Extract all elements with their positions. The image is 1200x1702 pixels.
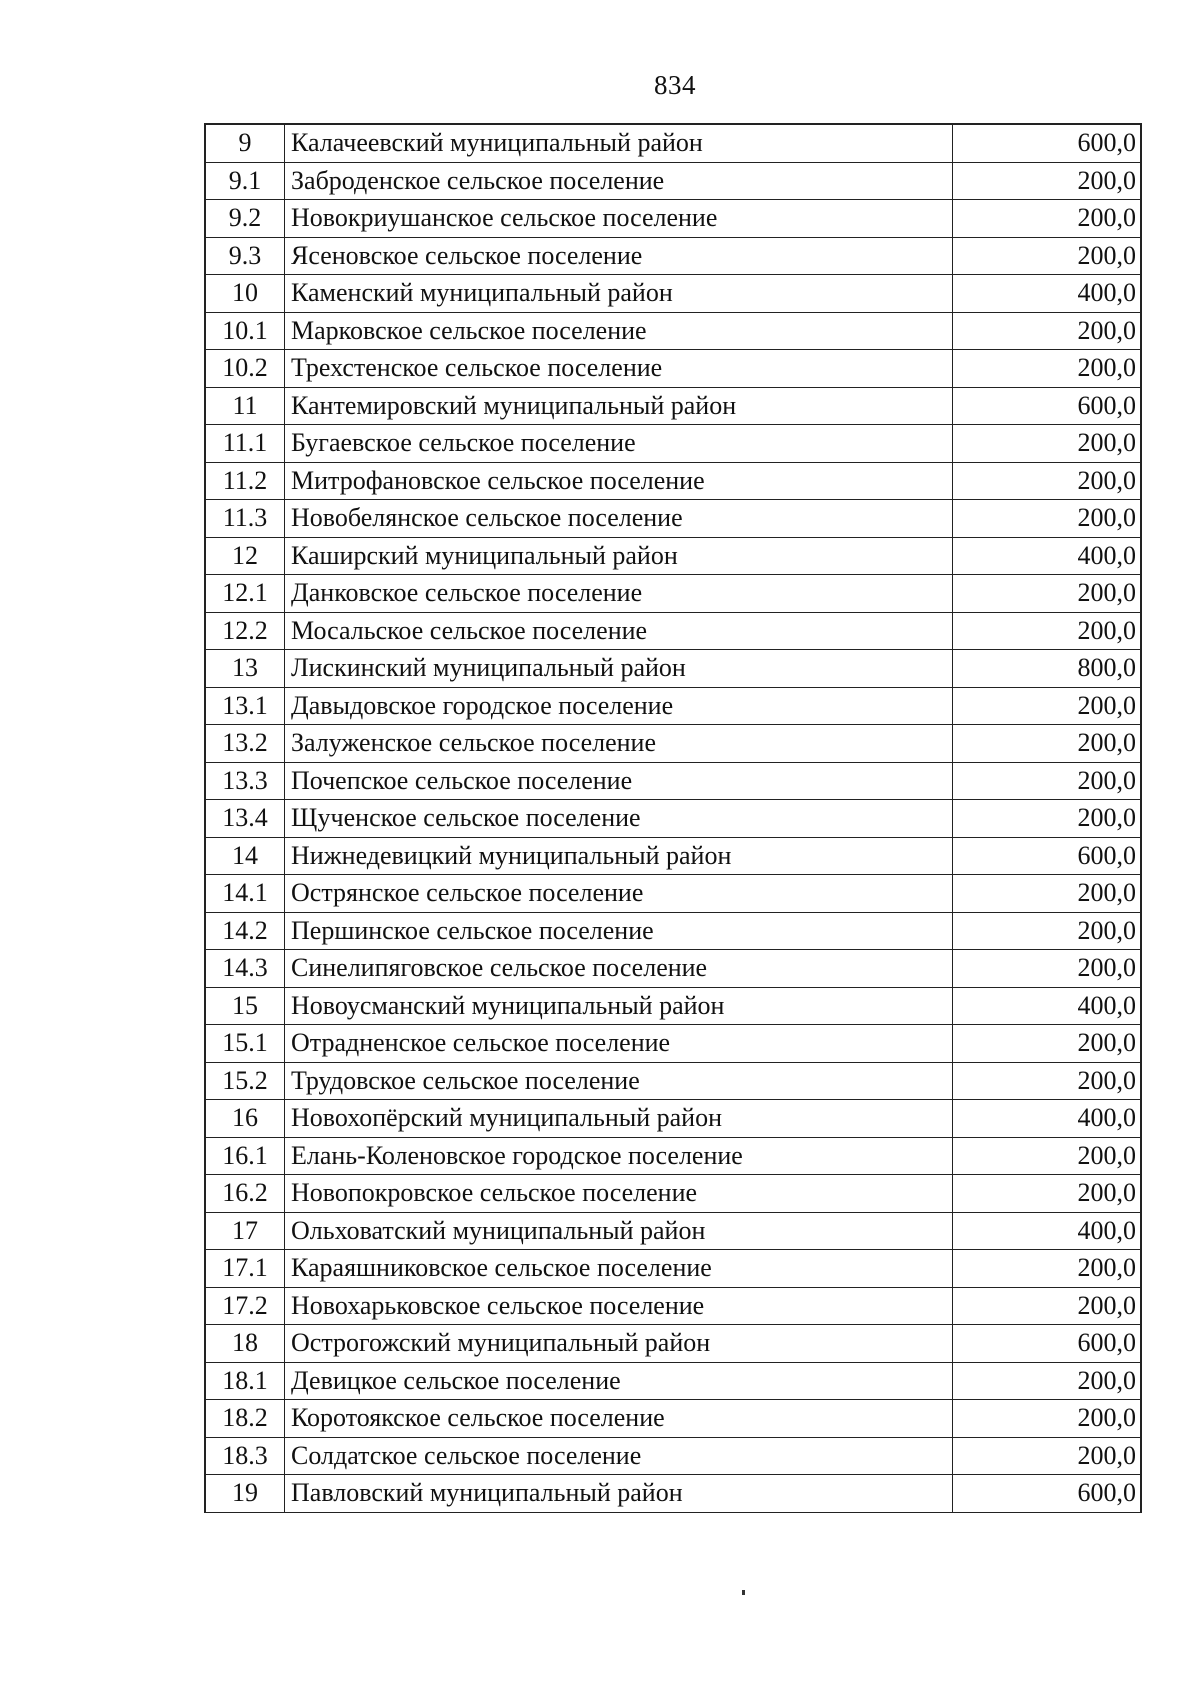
municipality-name: Щученское сельское поселение: [285, 800, 953, 837]
amount-value: 200,0: [953, 688, 1142, 725]
table-row: [206, 238, 1142, 276]
amount-value: 400,0: [953, 1213, 1142, 1250]
municipality-name: Новохарьковское сельское поселение: [285, 1288, 953, 1325]
amount-value: 400,0: [953, 988, 1142, 1025]
municipality-name: Караяшниковское сельское поселение: [285, 1250, 953, 1287]
scan-mark: [742, 1590, 745, 1595]
amount-value: 400,0: [953, 275, 1142, 312]
amount-value: 200,0: [953, 725, 1142, 762]
amount-value: 200,0: [953, 1250, 1142, 1287]
municipality-name: Новоусманский муниципальный район: [285, 988, 953, 1025]
row-number: 10.1: [206, 313, 285, 350]
amount-value: 200,0: [953, 1025, 1142, 1062]
table-row: [206, 1288, 1142, 1326]
row-number: 11.1: [206, 425, 285, 462]
table-row: [206, 463, 1142, 501]
amount-value: 200,0: [953, 1063, 1142, 1100]
row-number: 17: [206, 1213, 285, 1250]
table-row: [206, 350, 1142, 388]
table-row: [206, 200, 1142, 238]
row-number: 18: [206, 1325, 285, 1362]
amount-value: 200,0: [953, 200, 1142, 237]
row-number: 17.1: [206, 1250, 285, 1287]
amount-value: 200,0: [953, 913, 1142, 950]
row-number: 13: [206, 650, 285, 687]
row-number: 9.2: [206, 200, 285, 237]
municipality-name: Острянское сельское поселение: [285, 875, 953, 912]
table-row: [206, 500, 1142, 538]
page-number: 834: [654, 70, 696, 100]
row-number: 18.3: [206, 1438, 285, 1475]
amount-value: 400,0: [953, 1100, 1142, 1137]
row-number: 16.2: [206, 1175, 285, 1212]
row-number: 15.1: [206, 1025, 285, 1062]
row-number: 10: [206, 275, 285, 312]
municipality-name: Почепское сельское поселение: [285, 763, 953, 800]
amount-value: 200,0: [953, 425, 1142, 462]
municipality-name: Першинское сельское поселение: [285, 913, 953, 950]
municipality-name: Ясеновское сельское поселение: [285, 238, 953, 275]
amount-value: 600,0: [953, 1475, 1142, 1512]
municipality-name: Павловский муниципальный район: [285, 1475, 953, 1512]
table-row: [206, 650, 1142, 688]
table-row: [206, 1138, 1142, 1176]
amount-value: 200,0: [953, 163, 1142, 200]
amount-value: 200,0: [953, 950, 1142, 987]
row-number: 15.2: [206, 1063, 285, 1100]
municipality-name: Каменский муниципальный район: [285, 275, 953, 312]
municipality-name: Елань-Коленовское городское поселение: [285, 1138, 953, 1175]
amount-value: 200,0: [953, 1138, 1142, 1175]
table-row: [206, 838, 1142, 876]
municipality-name: Новокриушанское сельское поселение: [285, 200, 953, 237]
municipality-name: Трудовское сельское поселение: [285, 1063, 953, 1100]
amount-value: 200,0: [953, 875, 1142, 912]
row-number: 13.1: [206, 688, 285, 725]
table-row: [206, 988, 1142, 1026]
table-row: [206, 1213, 1142, 1251]
row-number: 16: [206, 1100, 285, 1137]
table-row: [206, 425, 1142, 463]
table-row: [206, 725, 1142, 763]
table-row: [206, 1325, 1142, 1363]
municipality-name: Синелипяговское сельское поселение: [285, 950, 953, 987]
table-row: [206, 1400, 1142, 1438]
row-number: 12.2: [206, 613, 285, 650]
amount-value: 200,0: [953, 500, 1142, 537]
table-row: [206, 613, 1142, 651]
amount-value: 200,0: [953, 1288, 1142, 1325]
table-row: [206, 1100, 1142, 1138]
amount-value: 200,0: [953, 313, 1142, 350]
row-number: 14.3: [206, 950, 285, 987]
row-number: 12: [206, 538, 285, 575]
row-number: 14.1: [206, 875, 285, 912]
municipality-name: Калачеевский муниципальный район: [285, 125, 953, 162]
amount-value: 600,0: [953, 125, 1142, 162]
table-row: [206, 688, 1142, 726]
amount-value: 200,0: [953, 350, 1142, 387]
row-number: 17.2: [206, 1288, 285, 1325]
table-row: [206, 763, 1142, 801]
amount-value: 200,0: [953, 575, 1142, 612]
row-number: 16.1: [206, 1138, 285, 1175]
amount-value: 600,0: [953, 388, 1142, 425]
table-row: [206, 1250, 1142, 1288]
amount-value: 800,0: [953, 650, 1142, 687]
table-row: [206, 913, 1142, 951]
municipality-name: Коротоякское сельское поселение: [285, 1400, 953, 1437]
table-row: [206, 950, 1142, 988]
municipality-name: Новобелянское сельское поселение: [285, 500, 953, 537]
municipality-name: Солдатское сельское поселение: [285, 1438, 953, 1475]
table-row: [206, 163, 1142, 201]
row-number: 18.2: [206, 1400, 285, 1437]
amount-value: 600,0: [953, 1325, 1142, 1362]
row-number: 13.2: [206, 725, 285, 762]
municipality-name: Данковское сельское поселение: [285, 575, 953, 612]
amount-value: 600,0: [953, 838, 1142, 875]
row-number: 19: [206, 1475, 285, 1512]
row-number: 9.1: [206, 163, 285, 200]
municipality-name: Новопокровское сельское поселение: [285, 1175, 953, 1212]
municipality-name: Митрофановское сельское поселение: [285, 463, 953, 500]
municipality-name: Лискинский муниципальный район: [285, 650, 953, 687]
amount-value: 200,0: [953, 800, 1142, 837]
table-row: [206, 1025, 1142, 1063]
row-number: 11: [206, 388, 285, 425]
municipality-name: Давыдовское городское поселение: [285, 688, 953, 725]
table-row: [206, 125, 1142, 163]
amount-value: 400,0: [953, 538, 1142, 575]
row-number: 11.3: [206, 500, 285, 537]
table-row: [206, 1175, 1142, 1213]
municipality-name: Залуженское сельское поселение: [285, 725, 953, 762]
municipality-name: Мосальское сельское поселение: [285, 613, 953, 650]
municipality-name: Отрадненское сельское поселение: [285, 1025, 953, 1062]
amount-value: 200,0: [953, 463, 1142, 500]
municipality-name: Острогожский муниципальный район: [285, 1325, 953, 1362]
municipality-name: Нижнедевицкий муниципальный район: [285, 838, 953, 875]
municipality-name: Новохопёрский муниципальный район: [285, 1100, 953, 1137]
table-row: [206, 1363, 1142, 1401]
table-row: [206, 275, 1142, 313]
row-number: 11.2: [206, 463, 285, 500]
row-number: 12.1: [206, 575, 285, 612]
amount-value: 200,0: [953, 238, 1142, 275]
table-row: [206, 875, 1142, 913]
table-row: [206, 538, 1142, 576]
municipality-name: Заброденское сельское поселение: [285, 163, 953, 200]
table-row: [206, 800, 1142, 838]
row-number: 14.2: [206, 913, 285, 950]
municipality-name: Кантемировский муниципальный район: [285, 388, 953, 425]
table-row: [206, 388, 1142, 426]
municipality-name: Марковское сельское поселение: [285, 313, 953, 350]
table-row: [206, 575, 1142, 613]
allocation-table: [204, 123, 1142, 1513]
row-number: 14: [206, 838, 285, 875]
municipality-name: Трехстенское сельское поселение: [285, 350, 953, 387]
amount-value: 200,0: [953, 1175, 1142, 1212]
table-row: [206, 1475, 1142, 1513]
row-number: 13.3: [206, 763, 285, 800]
amount-value: 200,0: [953, 763, 1142, 800]
row-number: 18.1: [206, 1363, 285, 1400]
table-row: [206, 313, 1142, 351]
amount-value: 200,0: [953, 1438, 1142, 1475]
table-row: [206, 1063, 1142, 1101]
row-number: 9.3: [206, 238, 285, 275]
table-row: [206, 1438, 1142, 1476]
amount-value: 200,0: [953, 613, 1142, 650]
municipality-name: Ольховатский муниципальный район: [285, 1213, 953, 1250]
row-number: 15: [206, 988, 285, 1025]
row-number: 9: [206, 125, 285, 162]
amount-value: 200,0: [953, 1363, 1142, 1400]
row-number: 10.2: [206, 350, 285, 387]
municipality-name: Бугаевское сельское поселение: [285, 425, 953, 462]
row-number: 13.4: [206, 800, 285, 837]
amount-value: 200,0: [953, 1400, 1142, 1437]
municipality-name: Девицкое сельское поселение: [285, 1363, 953, 1400]
municipality-name: Каширский муниципальный район: [285, 538, 953, 575]
